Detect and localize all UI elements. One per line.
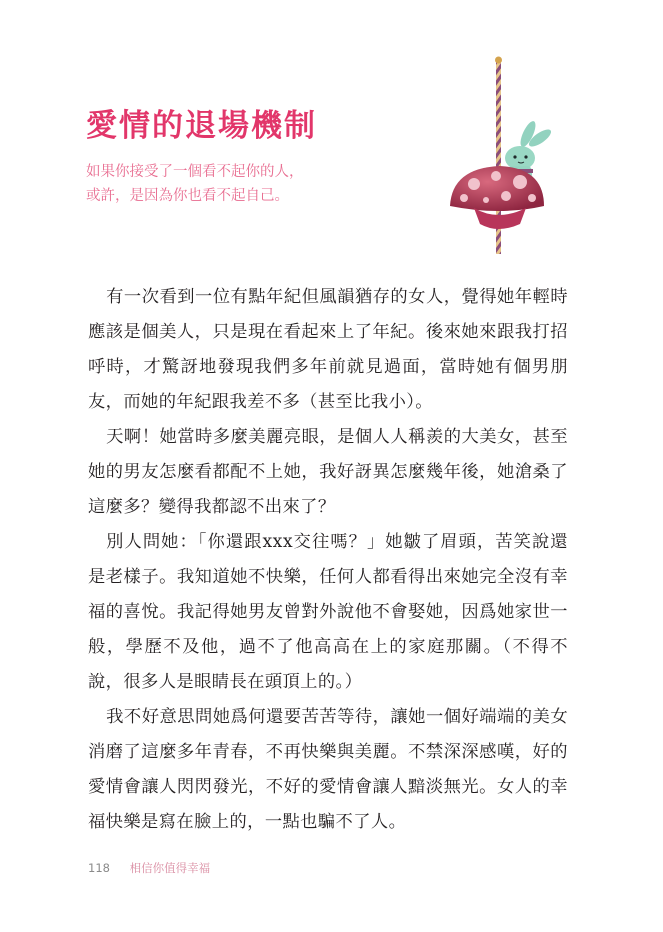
subtitle-line: 如果你接受了一個看不起你的人，: [86, 164, 304, 180]
chapter-subtitle: [86, 160, 304, 208]
paragraph: 我不好意思問她爲何還要苦苦等待，讓她一個好端端的美女消磨了這麼多年青春，不再快樂與美麗。不禁深深感嘆，好的愛情會讓人閃閃發光，不好的愛情會讓人黯淡無光。女人的幸福快樂是寫在臉上的，一點也騙不了人。: [88, 707, 568, 832]
bunny-on-mushroom-pole-illustration: [440, 56, 570, 256]
paragraph: 有一次看到一位有點年紀但風韻猶存的女人，覺得她年輕時應該是個美人，只是現在看起來上了年紀。後來她來跟我打招呼時，才驚訝地發現我們多年前就見過面，當時她有個男朋友，而她的年紀跟我差不多（甚至比我小）。: [88, 287, 568, 412]
mushroom-icon: [450, 166, 544, 229]
paragraph: 天啊！她當時多麼美麗亮眼，是個人人稱羨的大美女，甚至她的男友怎麼看都配不上她，我好訝異怎麼幾年後，她滄桑了這麼多？變得我都認不出來了？: [88, 427, 568, 517]
body-text: [88, 280, 568, 840]
running-book-title: 相信你值得幸福: [129, 861, 211, 875]
subtitle-line: 或許，是因為你也看不起自己。: [86, 188, 289, 204]
page-footer: [88, 860, 210, 876]
chapter-title: 愛情的退場機制: [86, 108, 317, 144]
paragraph: 別人問她：「你還跟xxx交往嗎？」她皺了眉頭，苦笑說還是老樣子。我知道她不快樂，任何人都看得出來她完全沒有幸福的喜悅。我記得她男友曾對外說他不會娶她，因爲她家世一般，學歷不及他，過不了他高高在上的家庭那關。（不得不說，很多人是眼睛長在頭頂上的。）: [88, 532, 568, 692]
page-number: 118: [88, 861, 110, 875]
